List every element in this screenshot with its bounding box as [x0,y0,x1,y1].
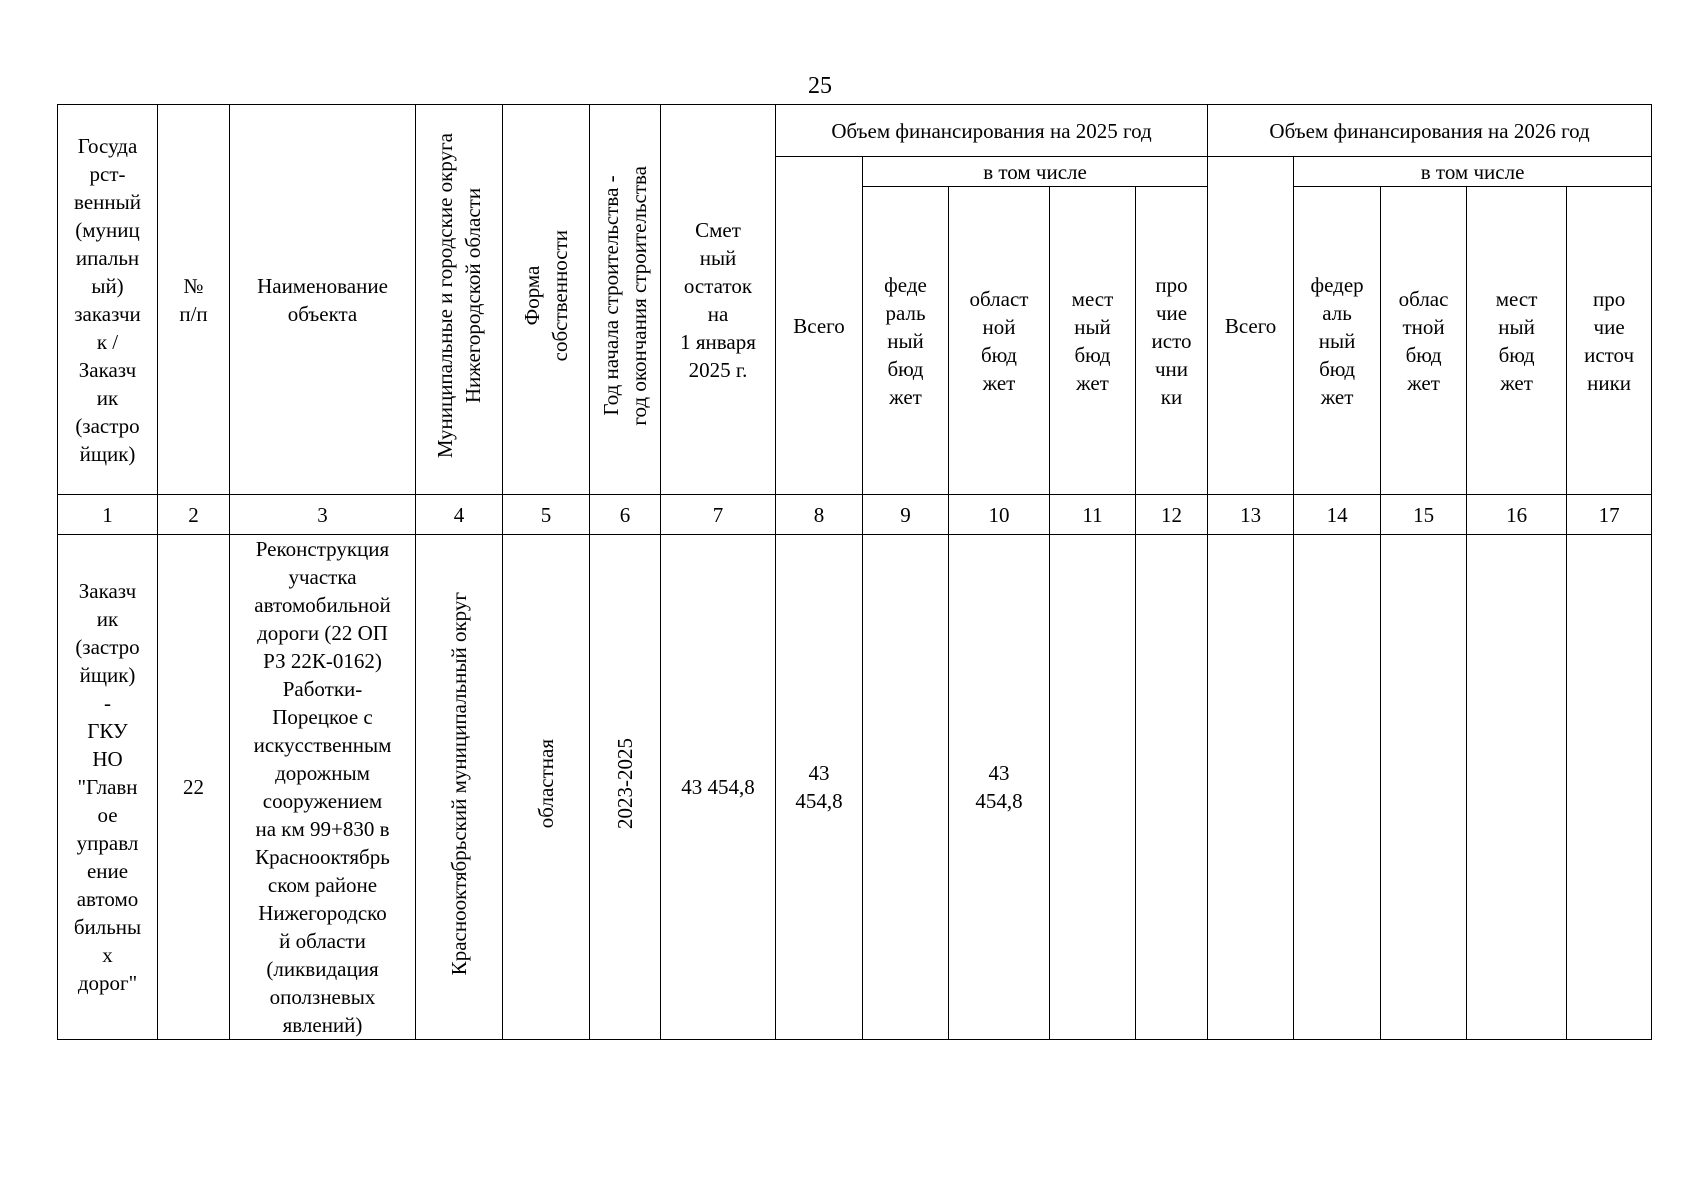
cell-estimate: 43 454,8 [661,535,776,1040]
column-number: 5 [503,495,590,535]
cell-ownership: областная [534,738,558,829]
header-estimate: Смет ный остаток на 1 января 2025 г. [661,105,776,495]
header-fin-2025: Объем финансирования на 2025 год [776,105,1208,157]
header-including-2025: в том числе [863,157,1208,187]
header-regional-2025: област ной бюд жет [949,187,1050,495]
column-number: 10 [949,495,1050,535]
header-customer: Госуда рст- венный (муниц ипальн ый) заказчи к / Заказч ик (застро йщик) [58,105,158,495]
column-number: 7 [661,495,776,535]
column-number: 14 [1294,495,1381,535]
column-number: 1 [58,495,158,535]
cell-customer: Заказч ик (застро йщик) - ГКУ НО "Главн ое управл ение автомо бильны х дорог" [58,535,158,1040]
cell-years: 2023-2025 [613,738,637,829]
cell-years-cell [590,535,661,1040]
cell-local-2026 [1467,535,1567,1040]
cell-federal-2026 [1294,535,1381,1040]
header-ownership-cell [503,105,590,495]
column-number: 9 [863,495,949,535]
column-number: 4 [416,495,503,535]
financing-table [57,104,1652,1040]
column-number: 13 [1208,495,1294,535]
column-number: 15 [1381,495,1467,535]
column-number: 16 [1467,495,1567,535]
header-local-2025: мест ный бюд жет [1050,187,1136,495]
cell-local-2025 [1050,535,1136,1040]
column-number: 3 [230,495,416,535]
header-federal-2026: федер аль ный бюд жет [1294,187,1381,495]
header-total-2026: Всего [1208,157,1294,495]
header-years-cell [590,105,661,495]
column-number: 17 [1567,495,1652,535]
header-including-2026: в том числе [1294,157,1652,187]
column-number-row [58,495,1652,535]
page-number: 25 [808,73,832,99]
cell-ownership-cell [503,535,590,1040]
cell-municipality-cell [416,535,503,1040]
column-number: 2 [158,495,230,535]
cell-number: 22 [158,535,230,1040]
cell-regional-2026 [1381,535,1467,1040]
header-years: Год начала строительства - год окончания строительства [599,166,651,426]
cell-other-2026 [1567,535,1652,1040]
column-number: 6 [590,495,661,535]
header-row-1 [58,105,1652,157]
header-federal-2025: феде раль ный бюд жет [863,187,949,495]
cell-regional-2025: 43 454,8 [949,535,1050,1040]
header-fin-2026: Объем финансирования на 2026 год [1208,105,1652,157]
header-total-2025: Всего [776,157,863,495]
header-ownership: Форма собственности [520,230,572,362]
column-number: 11 [1050,495,1136,535]
header-municipality: Муниципальные и городские округа Нижегородской области [433,133,485,459]
header-regional-2026: облас тной бюд жет [1381,187,1467,495]
header-local-2026: мест ный бюд жет [1467,187,1567,495]
header-other-2026: про чие источ ники [1567,187,1652,495]
header-municipality-cell [416,105,503,495]
cell-other-2025 [1136,535,1208,1040]
cell-total-2025: 43 454,8 [776,535,863,1040]
cell-municipality: Краснооктябрьский муниципальный округ [447,591,471,976]
table-row [58,535,1652,1040]
column-number: 8 [776,495,863,535]
header-other-2025: про чие исто чни ки [1136,187,1208,495]
column-number: 12 [1136,495,1208,535]
cell-total-2026 [1208,535,1294,1040]
header-number: № п/п [158,105,230,495]
cell-federal-2025 [863,535,949,1040]
cell-object-name: Реконструкция участка автомобильной дороги (22 ОП РЗ 22К-0162) Работки- Порецкое с искусственным дорожным сооружением на км 99+830 в Краснооктябрь ском районе Нижегородско й области (ликвидация оползневых явлений) [230,535,416,1040]
header-object-name: Наименование объекта [230,105,416,495]
